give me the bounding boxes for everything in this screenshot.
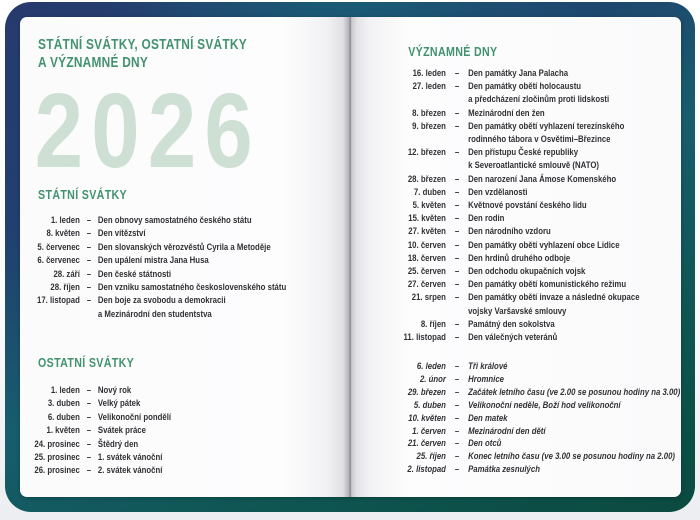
holiday-description: Konec letního času (ve 3.00 se posunou hodiny na 2.00) <box>468 451 676 463</box>
holiday-description: Den památky obětí vyhlazení terezínského rodinného tábora v Osvětimi–Březince <box>468 120 625 146</box>
holiday-description: Nový rok <box>97 385 132 396</box>
holiday-description: Den vítězství <box>97 228 146 240</box>
holiday-date: 7. duben <box>413 186 446 198</box>
holiday-row <box>350 318 681 331</box>
holiday-description: Den otců <box>468 438 502 450</box>
holiday-description: Den vzdělanosti <box>468 186 528 198</box>
dash-separator: – <box>86 215 92 226</box>
holiday-description: Den přístupu České republiky k Severoatlantické smlouvě (NATO) <box>468 147 599 172</box>
dash-separator: – <box>86 452 92 464</box>
holiday-date: 18. červen <box>407 252 446 264</box>
holiday-date: 6. leden <box>416 361 446 372</box>
holiday-row <box>20 227 350 240</box>
page-title <box>38 36 247 72</box>
holiday-date: 9. březen <box>412 120 446 132</box>
holiday-row <box>20 214 350 227</box>
holiday-date: 1. květen <box>46 425 80 437</box>
holiday-row <box>350 252 681 265</box>
dash-separator: – <box>454 386 460 398</box>
holiday-date: 25. prosinec <box>34 452 80 464</box>
holiday-date: 28. říjen <box>50 282 80 294</box>
holiday-date: 6. červenec <box>37 255 80 267</box>
dash-separator: – <box>86 268 92 280</box>
dash-separator: – <box>86 438 92 450</box>
holiday-description: Štědrý den <box>97 438 139 450</box>
holiday-description: Den památky obětí komunistického režimu <box>468 279 627 291</box>
holiday-date: 1. leden <box>50 215 80 226</box>
dash-separator: – <box>86 282 92 294</box>
holiday-description: Den obnovy samostatného českého státu <box>97 215 252 226</box>
dash-separator: – <box>86 425 92 437</box>
dash-separator: – <box>86 465 92 477</box>
page-title-line1: STÁTNÍ SVÁTKY, OSTATNÍ SVÁTKY <box>38 37 247 53</box>
holiday-date: 26. prosinec <box>34 465 80 477</box>
holiday-date: 1. leden <box>50 385 80 396</box>
dash-separator: – <box>454 332 460 344</box>
dash-separator: – <box>454 438 460 450</box>
holiday-date: 10. květen <box>408 412 446 424</box>
dash-separator: – <box>454 200 460 212</box>
dash-separator: – <box>454 107 460 119</box>
dash-separator: – <box>86 255 92 267</box>
holiday-row <box>350 173 681 186</box>
holiday-description: 2. svátek vánoční <box>97 465 163 477</box>
holiday-date: 8. říjen <box>420 318 446 330</box>
holiday-description: Velikonoční pondělí <box>97 411 172 423</box>
holiday-row <box>350 199 681 212</box>
dash-separator: – <box>454 81 460 93</box>
holiday-row <box>350 80 681 106</box>
holiday-date: 25. říjen <box>416 451 446 463</box>
dash-separator: – <box>454 361 460 372</box>
holiday-date: 5. červenec <box>37 241 80 253</box>
holiday-date: 29. březen <box>407 386 446 398</box>
holiday-date: 10. červen <box>407 239 446 251</box>
holiday-row <box>350 400 681 413</box>
dash-separator: – <box>86 411 92 423</box>
holiday-description: Den narození Jana Ámose Komenského <box>468 173 617 185</box>
holiday-row <box>350 278 681 291</box>
state-holidays-heading: STÁTNÍ SVÁTKY <box>38 187 127 202</box>
holiday-description: Den boje za svobodu a demokracii a Mezinárodní den studentstva <box>97 295 226 320</box>
holiday-description: Den národního vzdoru <box>468 226 551 238</box>
dash-separator: – <box>454 266 460 278</box>
dash-separator: – <box>454 173 460 185</box>
holiday-row <box>350 225 681 238</box>
dash-separator: – <box>454 425 460 437</box>
holiday-description: Začátek letního času (ve 2.00 se posunou hodiny na 3.00) <box>468 386 681 398</box>
right-page <box>350 17 681 497</box>
holiday-row <box>20 281 350 294</box>
dash-separator: – <box>454 399 460 411</box>
holiday-row <box>350 239 681 252</box>
dash-separator: – <box>454 213 460 225</box>
left-page <box>20 17 350 497</box>
holiday-description: Den památky obětí invaze a následné okupace vojsky Varšavské smlouvy <box>468 292 640 317</box>
significant-days-heading: VÝZNAMNÉ DNY <box>408 44 498 59</box>
holiday-description: Den rodin <box>468 213 505 225</box>
holiday-row <box>20 294 350 321</box>
holiday-row <box>350 413 681 426</box>
holiday-row <box>350 120 681 146</box>
dash-separator: – <box>454 451 460 463</box>
page-title-line2: A VÝZNAMNÉ DNY <box>38 55 149 71</box>
holiday-description: Památka zesnulých <box>468 464 540 476</box>
holiday-date: 27. leden <box>412 81 446 93</box>
holiday-row <box>20 397 350 410</box>
holiday-date: 27. květen <box>408 226 446 238</box>
dash-separator: – <box>454 68 460 79</box>
state-holidays-list <box>20 214 350 321</box>
holiday-description: Den vzniku samostatného československého státu <box>97 282 287 294</box>
dash-separator: – <box>454 239 460 251</box>
holiday-row <box>350 374 681 387</box>
holiday-date: 6. duben <box>47 411 80 423</box>
holiday-row <box>20 268 350 281</box>
holiday-date: 8. květen <box>46 228 80 240</box>
holiday-row <box>350 387 681 400</box>
holiday-row <box>350 438 681 451</box>
holiday-date: 24. prosinec <box>34 438 80 450</box>
open-pages <box>20 17 681 497</box>
dash-separator: – <box>454 147 460 159</box>
dash-separator: – <box>454 292 460 304</box>
holiday-description: Mezinárodní den žen <box>468 107 545 119</box>
dash-separator: – <box>454 279 460 291</box>
holiday-row <box>20 438 350 451</box>
holiday-date: 5. květen <box>412 200 446 212</box>
holiday-row <box>20 424 350 437</box>
holiday-date: 17. listopad <box>37 295 80 307</box>
dash-separator: – <box>454 412 460 424</box>
holiday-date: 25. červen <box>407 266 446 278</box>
holiday-row <box>20 254 350 267</box>
holiday-description: Den památky obětí holocaustu a předcházení zločinům proti lidskosti <box>468 81 610 106</box>
holiday-description: Den upálení mistra Jana Husa <box>97 255 209 267</box>
holiday-description: Památný den sokolstva <box>468 318 555 330</box>
significant-days-list <box>350 67 681 344</box>
holiday-date: 21. červen <box>407 438 446 450</box>
dash-separator: – <box>454 464 460 476</box>
holiday-date: 21. srpen <box>411 292 446 304</box>
holiday-row <box>350 186 681 199</box>
dash-separator: – <box>454 120 460 132</box>
holiday-row <box>350 107 681 120</box>
dash-separator: – <box>86 398 92 410</box>
holiday-date: 15. květen <box>408 213 446 225</box>
holiday-row <box>350 426 681 439</box>
holiday-date: 1. červen <box>412 425 446 437</box>
dash-separator: – <box>86 228 92 240</box>
holiday-date: 8. březen <box>412 107 446 119</box>
holiday-row <box>350 361 681 374</box>
dash-separator: – <box>454 252 460 264</box>
holiday-date: 2. únor <box>419 373 446 385</box>
holiday-row <box>350 265 681 278</box>
holiday-date: 12. březen <box>407 147 446 159</box>
holiday-description: Den slovanských věrozvěstů Cyrila a Metoděje <box>97 241 271 253</box>
holiday-row <box>20 384 350 397</box>
holiday-description: Mezinárodní den dětí <box>468 425 546 437</box>
holiday-description: Den válečných veteránů <box>468 332 558 344</box>
holiday-row <box>20 451 350 464</box>
holiday-date: 3. duben <box>47 398 80 410</box>
holiday-date: 28. září <box>53 268 80 280</box>
holiday-description: Tři králové <box>468 361 508 372</box>
holiday-description: Velikonoční neděle, Boží hod velikonoční <box>468 399 621 411</box>
holiday-row <box>350 146 681 172</box>
dash-separator: – <box>454 373 460 385</box>
holiday-description: Hromnice <box>468 373 505 385</box>
dash-separator: – <box>86 241 92 253</box>
holiday-description: Den hrdinů druhého odboje <box>468 252 571 264</box>
year-watermark: 2026 <box>34 72 261 190</box>
holiday-row <box>350 212 681 225</box>
other-holidays-list <box>20 384 350 478</box>
holiday-date: 27. červen <box>407 279 446 291</box>
dash-separator: – <box>454 226 460 238</box>
holiday-description: Den matek <box>468 412 508 424</box>
holiday-date: 28. březen <box>407 173 446 185</box>
holiday-date: 16. leden <box>412 68 446 79</box>
holiday-row <box>350 331 681 344</box>
holiday-row <box>350 67 681 80</box>
holiday-date: 5. duben <box>413 399 446 411</box>
holiday-description: Den odchodu okupačních vojsk <box>468 266 586 278</box>
holiday-description: Velký pátek <box>97 398 141 410</box>
holiday-description: Den památky obětí vyhlazení obce Lidice <box>468 239 620 251</box>
holiday-row <box>20 411 350 424</box>
holiday-date: 11. listopad <box>403 332 446 344</box>
holiday-description: Svátek práce <box>97 425 146 437</box>
holiday-row <box>20 241 350 254</box>
holiday-description: 1. svátek vánoční <box>97 452 163 464</box>
holiday-date: 2. listopad <box>407 464 446 476</box>
holiday-row <box>20 464 350 477</box>
holiday-row <box>350 464 681 477</box>
diary-cover <box>5 2 695 512</box>
dash-separator: – <box>86 295 92 307</box>
holiday-description: Den památky Jana Palacha <box>468 68 569 79</box>
holiday-row <box>350 451 681 464</box>
dash-separator: – <box>454 318 460 330</box>
holiday-description: Den české státnosti <box>97 268 172 280</box>
other-holidays-heading: OSTATNÍ SVÁTKY <box>38 355 135 370</box>
dash-separator: – <box>454 186 460 198</box>
holiday-description: Květnové povstání českého lidu <box>468 200 587 212</box>
dash-separator: – <box>86 385 92 396</box>
folk-days-list <box>350 361 681 477</box>
holiday-row <box>350 291 681 317</box>
